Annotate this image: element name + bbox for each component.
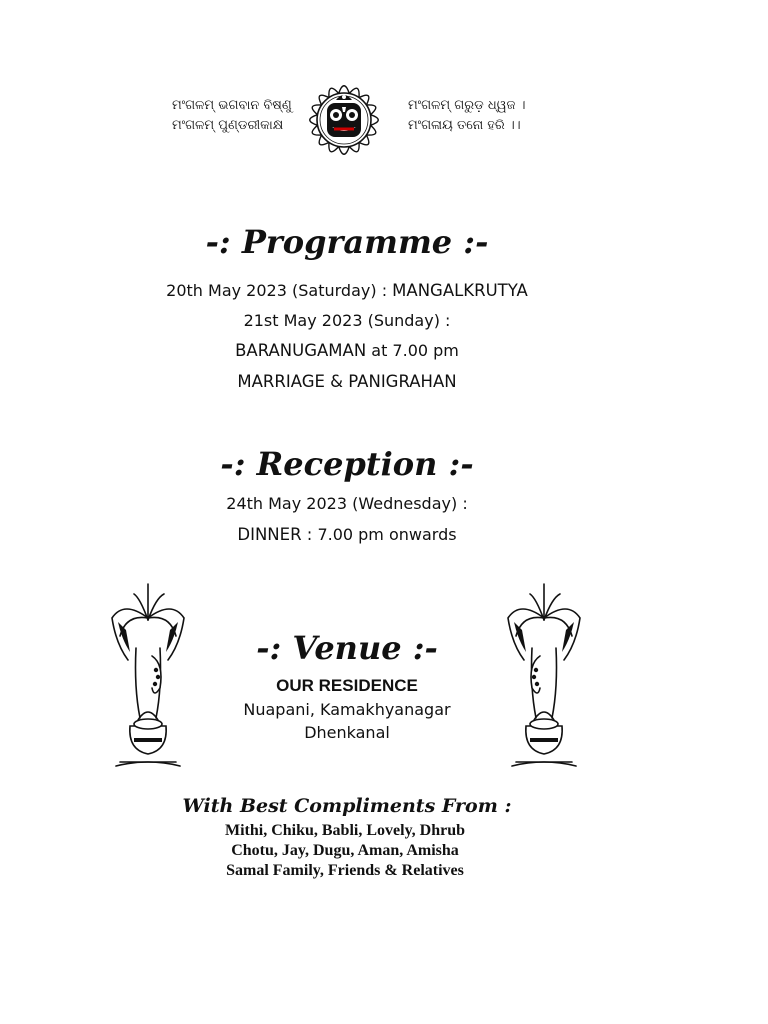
venue-address-line-1: Nuapani, Kamakhyanagar <box>243 700 451 719</box>
programme-day1 <box>0 280 694 302</box>
reception-weekday: (Wednesday) <box>352 494 458 513</box>
day1-event: MANGALKRUTYA <box>392 281 528 300</box>
day2-weekday: (Sunday) <box>367 311 440 330</box>
programme-event2: MARRIAGE & PANIGRAHAN <box>237 372 457 391</box>
reception-date: 24th May 2023 <box>226 494 348 513</box>
day2-separator: : <box>445 311 451 330</box>
invocation-right-line-2: ମଂଗଳାୟ ତନୋ ହରି ।। <box>408 118 521 133</box>
invocation-left-line-2: ମଂଗଳମ୍ ପୁଣ୍ଡରୀକାକ୍ଷ <box>172 118 284 133</box>
venue-name: OUR RESIDENCE <box>276 676 418 695</box>
compliments-line-1: Mithi, Chiku, Babli, Lovely, Dhrub <box>224 822 466 839</box>
reception-title: -: Reception :- <box>220 445 474 483</box>
meal-label: DINNER : <box>237 525 313 544</box>
reception-meal-line <box>0 524 694 546</box>
invocation-left-line-1: ମଂଗଳମ୍ ଭଗବାନ ବିଷ୍ଣୁ <box>172 98 292 113</box>
day1-date: 20th May 2023 <box>166 281 287 300</box>
compliments-title: With Best Compliments From : <box>182 795 512 817</box>
venue-address-line-2: Dhenkanal <box>304 723 390 742</box>
programme-event1 <box>0 340 694 362</box>
jagannath-emblem-icon <box>300 76 388 164</box>
day2-date: 21st May 2023 <box>243 311 363 330</box>
day1-separator: : <box>381 281 388 300</box>
invocation-right <box>408 96 525 136</box>
programme-day2 <box>0 310 694 332</box>
compliments-line-2: Chotu, Jay, Dugu, Aman, Amisha <box>231 842 459 859</box>
banana-tree-kalash-right-icon <box>502 578 586 774</box>
reception-separator: : <box>462 494 468 513</box>
invocation-left <box>172 96 292 136</box>
reception-date-line <box>0 493 694 515</box>
invocation-right-line-1: ମଂଗଳମ୍ ଗରୁଡ଼ ଧ୍ୱଜ । <box>408 98 526 113</box>
day1-weekday: (Saturday) <box>292 281 377 300</box>
programme-title: -: Programme :- <box>205 223 489 261</box>
event1-name: BARANUGAMAN <box>235 341 367 360</box>
event1-time: at 7.00 pm <box>371 341 459 360</box>
compliments-line-3: Samal Family, Friends & Relatives <box>226 862 464 879</box>
meal-time: 7.00 pm onwards <box>317 525 457 544</box>
venue-title: -: Venue :- <box>256 629 438 667</box>
